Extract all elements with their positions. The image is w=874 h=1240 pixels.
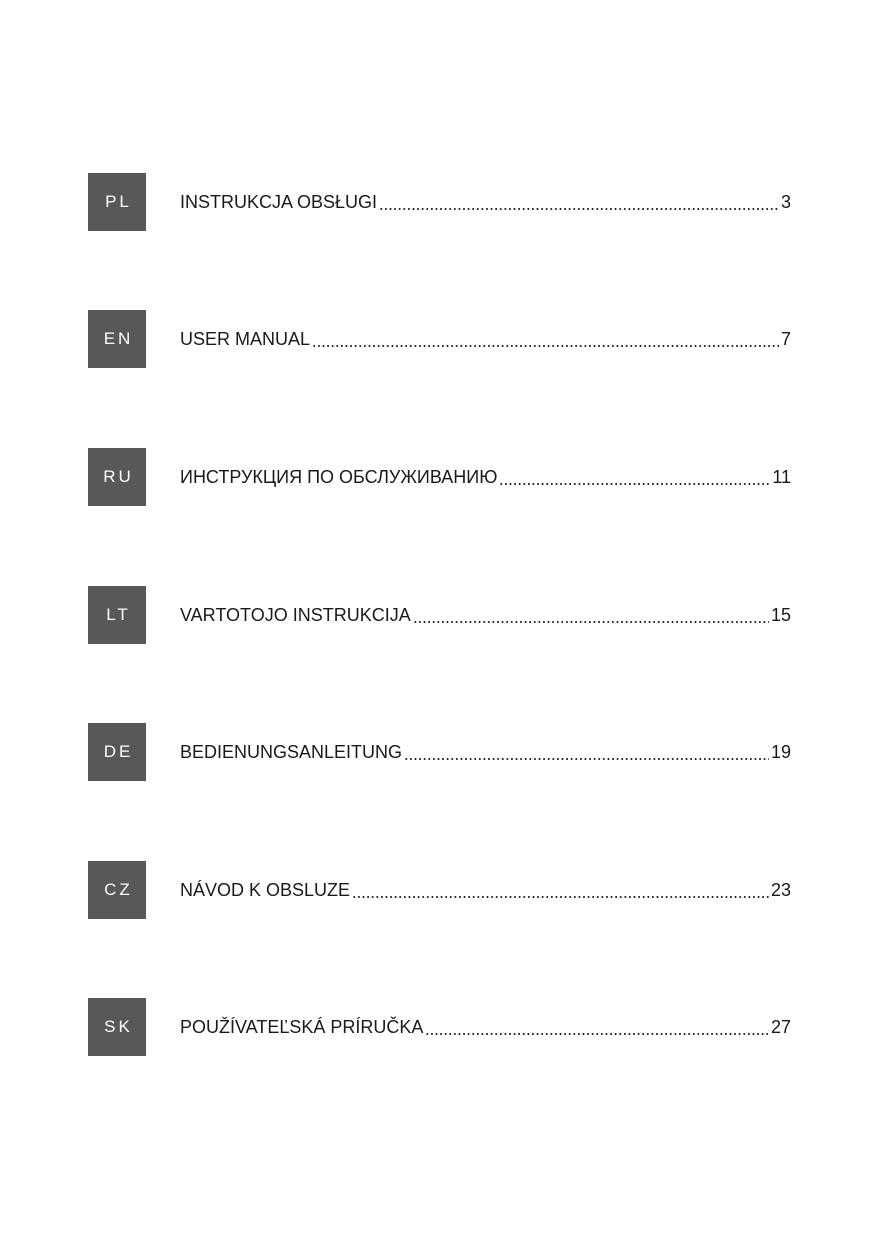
language-badge-ru: RU xyxy=(88,448,146,506)
toc-entry-title: BEDIENUNGSANLEITUNG xyxy=(180,741,403,762)
dot-leader xyxy=(379,208,779,210)
toc-entry-cz[interactable] xyxy=(180,861,791,919)
toc-entry-title: POUŽÍVATEĽSKÁ PRÍRUČKA xyxy=(180,1016,424,1037)
language-badge-sk: SK xyxy=(88,998,146,1056)
toc-entry-title: ИНСТРУКЦИЯ ПО ОБСЛУЖИВАНИЮ xyxy=(180,466,498,487)
toc-entry-page-number: 11 xyxy=(772,466,791,487)
toc-row-ru xyxy=(0,448,874,506)
toc-row-de xyxy=(0,723,874,781)
toc-entry-page-number: 7 xyxy=(780,328,791,349)
toc-entry-page-number: 27 xyxy=(770,1016,791,1037)
language-badge-de: DE xyxy=(88,723,146,781)
toc-row-pl xyxy=(0,173,874,231)
toc-entry-ru[interactable] xyxy=(180,448,791,506)
toc-entry-page-number: 15 xyxy=(770,604,791,625)
toc-row-cz xyxy=(0,861,874,919)
dot-leader xyxy=(413,621,769,623)
language-badge-pl: PL xyxy=(88,173,146,231)
toc-entry-page-number: 3 xyxy=(780,191,791,212)
toc-entry-sk[interactable] xyxy=(180,998,791,1056)
toc-row-lt xyxy=(0,586,874,644)
toc-entry-pl[interactable] xyxy=(180,173,791,231)
toc-entry-title: VARTOTOJO INSTRUKCIJA xyxy=(180,604,411,625)
language-badge-lt: LT xyxy=(88,586,146,644)
toc-row-en xyxy=(0,310,874,368)
dot-leader xyxy=(499,483,770,485)
toc-entry-en[interactable] xyxy=(180,310,791,368)
dot-leader xyxy=(425,1033,769,1035)
dot-leader xyxy=(312,345,779,347)
language-badge-cz: CZ xyxy=(88,861,146,919)
toc-entry-de[interactable] xyxy=(180,723,791,781)
toc-row-sk xyxy=(0,998,874,1056)
toc-entry-lt[interactable] xyxy=(180,586,791,644)
language-badge-en: EN xyxy=(88,310,146,368)
toc-entry-page-number: 23 xyxy=(770,879,791,900)
dot-leader xyxy=(352,896,769,898)
toc-entry-title: INSTRUKCJA OBSŁUGI xyxy=(180,191,378,212)
dot-leader xyxy=(404,758,769,760)
toc-entry-title: NÁVOD K OBSLUZE xyxy=(180,879,351,900)
toc-entry-page-number: 19 xyxy=(770,741,791,762)
toc-entry-title: USER MANUAL xyxy=(180,328,311,349)
